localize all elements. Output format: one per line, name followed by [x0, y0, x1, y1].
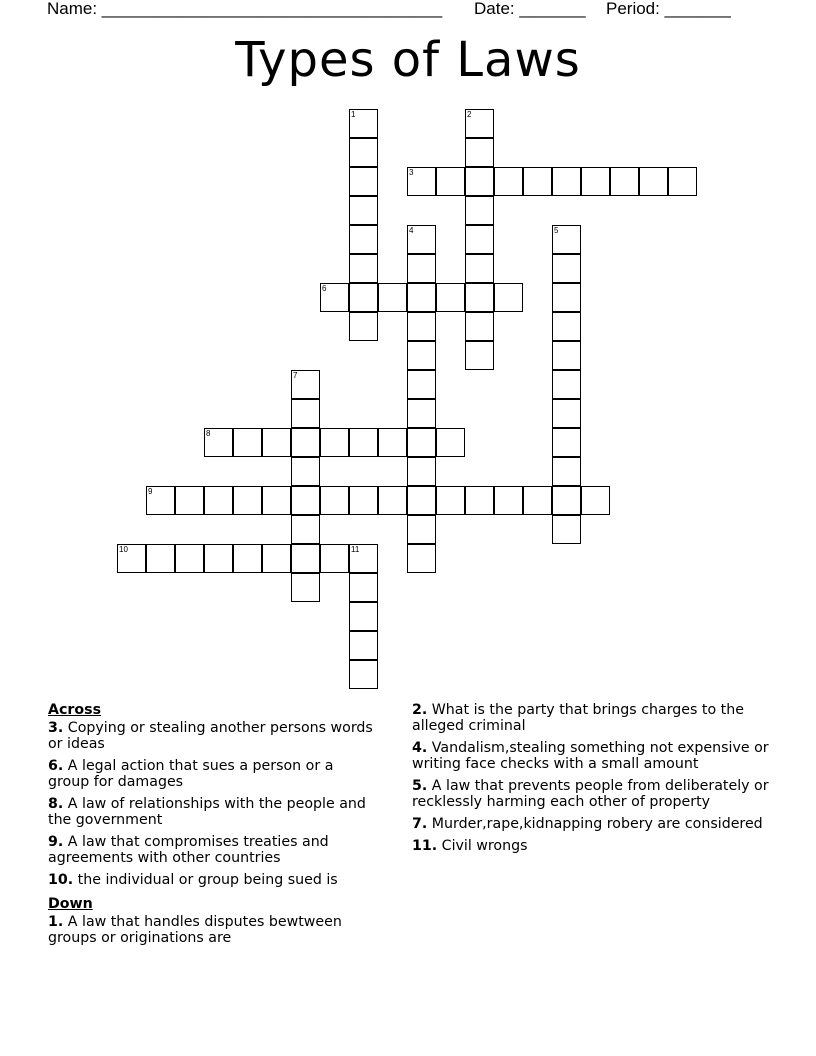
crossword-cell[interactable] [465, 109, 494, 138]
crossword-cell[interactable] [378, 486, 407, 515]
crossword-cell[interactable] [349, 109, 378, 138]
crossword-cell[interactable] [320, 283, 349, 312]
crossword-cell[interactable] [291, 399, 320, 428]
crossword-cell[interactable] [552, 428, 581, 457]
crossword-cell[interactable] [407, 254, 436, 283]
clue-down-7 [412, 816, 772, 832]
crossword-cell[interactable] [465, 283, 494, 312]
crossword-cell[interactable] [552, 515, 581, 544]
crossword-cell[interactable] [523, 167, 552, 196]
crossword-cell[interactable] [204, 486, 233, 515]
crossword-cell[interactable] [146, 544, 175, 573]
crossword-cell[interactable] [407, 167, 436, 196]
crossword-cell[interactable] [465, 486, 494, 515]
clue-text: What is the party that brings charges to the alleged criminal [412, 702, 744, 734]
clue-number-label: 5 [554, 226, 559, 235]
crossword-cell[interactable] [552, 341, 581, 370]
crossword-cell[interactable] [378, 283, 407, 312]
clue-number: 11. [412, 838, 438, 854]
crossword-cell[interactable] [436, 283, 465, 312]
crossword-cell[interactable] [320, 428, 349, 457]
clue-number-label: 1 [351, 110, 356, 119]
crossword-cell[interactable] [291, 428, 320, 457]
clue-number: 5. [412, 778, 428, 794]
crossword-cell[interactable] [349, 312, 378, 341]
clue-text: Vandalism,stealing something not expensive or writing face checks with a small amount [412, 740, 769, 772]
clue-number-label: 10 [119, 545, 128, 554]
down-heading: Down [48, 896, 93, 912]
crossword-cell[interactable] [349, 486, 378, 515]
crossword-cell[interactable] [552, 283, 581, 312]
crossword-cell[interactable] [320, 486, 349, 515]
period-field-label: Period: _______ [606, 0, 731, 18]
date-field-label: Date: _______ [474, 0, 586, 18]
clue-number: 3. [48, 720, 64, 736]
crossword-cell[interactable] [349, 544, 378, 573]
crossword-cell[interactable] [494, 486, 523, 515]
crossword-cell[interactable] [349, 573, 378, 602]
clue-number: 7. [412, 816, 428, 832]
crossword-cell[interactable] [349, 167, 378, 196]
crossword-cell[interactable] [320, 544, 349, 573]
crossword-cell[interactable] [552, 399, 581, 428]
clue-down-4 [412, 740, 772, 772]
crossword-cell[interactable] [494, 167, 523, 196]
crossword-cell[interactable] [552, 225, 581, 254]
crossword-cell[interactable] [349, 138, 378, 167]
crossword-cell[interactable] [552, 457, 581, 486]
clue-down-1 [48, 914, 378, 946]
clues-right-column [412, 702, 772, 860]
crossword-cell[interactable] [610, 167, 639, 196]
name-field-label: Name: ____________________________________ [47, 0, 443, 18]
clue-text: A legal action that sues a person or a group for damages [48, 758, 334, 790]
crossword-cell[interactable] [146, 486, 175, 515]
crossword-cell[interactable] [349, 660, 378, 689]
crossword-cell[interactable] [262, 544, 291, 573]
clue-text: A law of relationships with the people and the government [48, 796, 366, 828]
crossword-cell[interactable] [639, 167, 668, 196]
crossword-cell[interactable] [494, 283, 523, 312]
crossword-cell[interactable] [349, 225, 378, 254]
clue-text: Civil wrongs [441, 838, 528, 854]
crossword-cell[interactable] [436, 486, 465, 515]
crossword-cell[interactable] [407, 428, 436, 457]
clue-across-6 [48, 758, 378, 790]
clue-number-label: 7 [293, 371, 298, 380]
clue-number: 8. [48, 796, 64, 812]
crossword-cell[interactable] [349, 631, 378, 660]
crossword-cell[interactable] [465, 254, 494, 283]
crossword-cell[interactable] [175, 544, 204, 573]
crossword-cell[interactable] [349, 254, 378, 283]
crossword-cell[interactable] [581, 167, 610, 196]
clue-down-2 [412, 702, 772, 734]
crossword-cell[interactable] [233, 486, 262, 515]
crossword-cell[interactable] [552, 486, 581, 515]
crossword-cell[interactable] [407, 283, 436, 312]
crossword-cell[interactable] [465, 196, 494, 225]
crossword-cell[interactable] [204, 544, 233, 573]
clue-number: 4. [412, 740, 428, 756]
crossword-cell[interactable] [233, 544, 262, 573]
crossword-cell[interactable] [523, 486, 552, 515]
page-title: Types of Laws [235, 32, 581, 88]
clue-across-9 [48, 834, 378, 866]
crossword-cell[interactable] [233, 428, 262, 457]
clue-number-label: 2 [467, 110, 472, 119]
crossword-cell[interactable] [465, 138, 494, 167]
clue-across-10 [48, 872, 378, 888]
clue-number-label: 9 [148, 487, 153, 496]
crossword-cell[interactable] [291, 370, 320, 399]
crossword-cell[interactable] [552, 254, 581, 283]
clues-left-column [48, 702, 378, 952]
crossword-cell[interactable] [552, 167, 581, 196]
crossword-cell[interactable] [407, 341, 436, 370]
crossword-cell[interactable] [117, 544, 146, 573]
crossword-cell[interactable] [291, 544, 320, 573]
clue-number-label: 4 [409, 226, 414, 235]
crossword-cell[interactable] [407, 544, 436, 573]
clue-number: 9. [48, 834, 64, 850]
crossword-cell[interactable] [465, 341, 494, 370]
crossword-cell[interactable] [175, 486, 204, 515]
crossword-cell[interactable] [349, 196, 378, 225]
crossword-cell[interactable] [262, 486, 291, 515]
crossword-cell[interactable] [465, 167, 494, 196]
crossword-cell[interactable] [668, 167, 697, 196]
crossword-cell[interactable] [291, 457, 320, 486]
crossword-cell[interactable] [407, 457, 436, 486]
clue-number: 10. [48, 872, 74, 888]
crossword-cell[interactable] [465, 225, 494, 254]
clue-number: 1. [48, 914, 64, 930]
crossword-cell[interactable] [407, 312, 436, 341]
crossword-cell[interactable] [465, 312, 494, 341]
clue-down-11 [412, 838, 772, 854]
crossword-cell[interactable] [407, 370, 436, 399]
crossword-cell[interactable] [407, 515, 436, 544]
clue-down-5 [412, 778, 772, 810]
crossword-cell[interactable] [581, 486, 610, 515]
clue-number-label: 11 [351, 545, 360, 554]
clue-number: 2. [412, 702, 428, 718]
clue-text: Murder,rape,kidnapping robery are considered [431, 816, 763, 832]
clue-number-label: 8 [206, 429, 211, 438]
crossword-cell[interactable] [552, 370, 581, 399]
clue-across-8 [48, 796, 378, 828]
clue-number: 6. [48, 758, 64, 774]
clue-text: A law that compromises treaties and agreements with other countries [48, 834, 329, 866]
crossword-cell[interactable] [407, 486, 436, 515]
crossword-cell[interactable] [262, 428, 291, 457]
clue-across-3 [48, 720, 378, 752]
clue-number-label: 6 [322, 284, 327, 293]
crossword-cell[interactable] [291, 515, 320, 544]
clue-text: A law that handles disputes bewtween groups or originations are [48, 914, 342, 946]
crossword-cell[interactable] [349, 283, 378, 312]
crossword-cell[interactable] [349, 602, 378, 631]
crossword-cell[interactable] [378, 428, 407, 457]
crossword-cell[interactable] [349, 428, 378, 457]
clue-text: A law that prevents people from deliberately or recklessly harming each other of property [412, 778, 769, 810]
crossword-cell[interactable] [436, 428, 465, 457]
crossword-cell[interactable] [204, 428, 233, 457]
across-heading: Across [48, 702, 102, 718]
clue-text: Copying or stealing another persons words or ideas [48, 720, 373, 752]
crossword-cell[interactable] [407, 225, 436, 254]
crossword-cell[interactable] [291, 486, 320, 515]
crossword-cell[interactable] [552, 312, 581, 341]
crossword-cell[interactable] [407, 399, 436, 428]
clue-number-label: 3 [409, 168, 414, 177]
clue-text: the individual or group being sued is [77, 872, 338, 888]
crossword-cell[interactable] [436, 167, 465, 196]
crossword-cell[interactable] [291, 573, 320, 602]
